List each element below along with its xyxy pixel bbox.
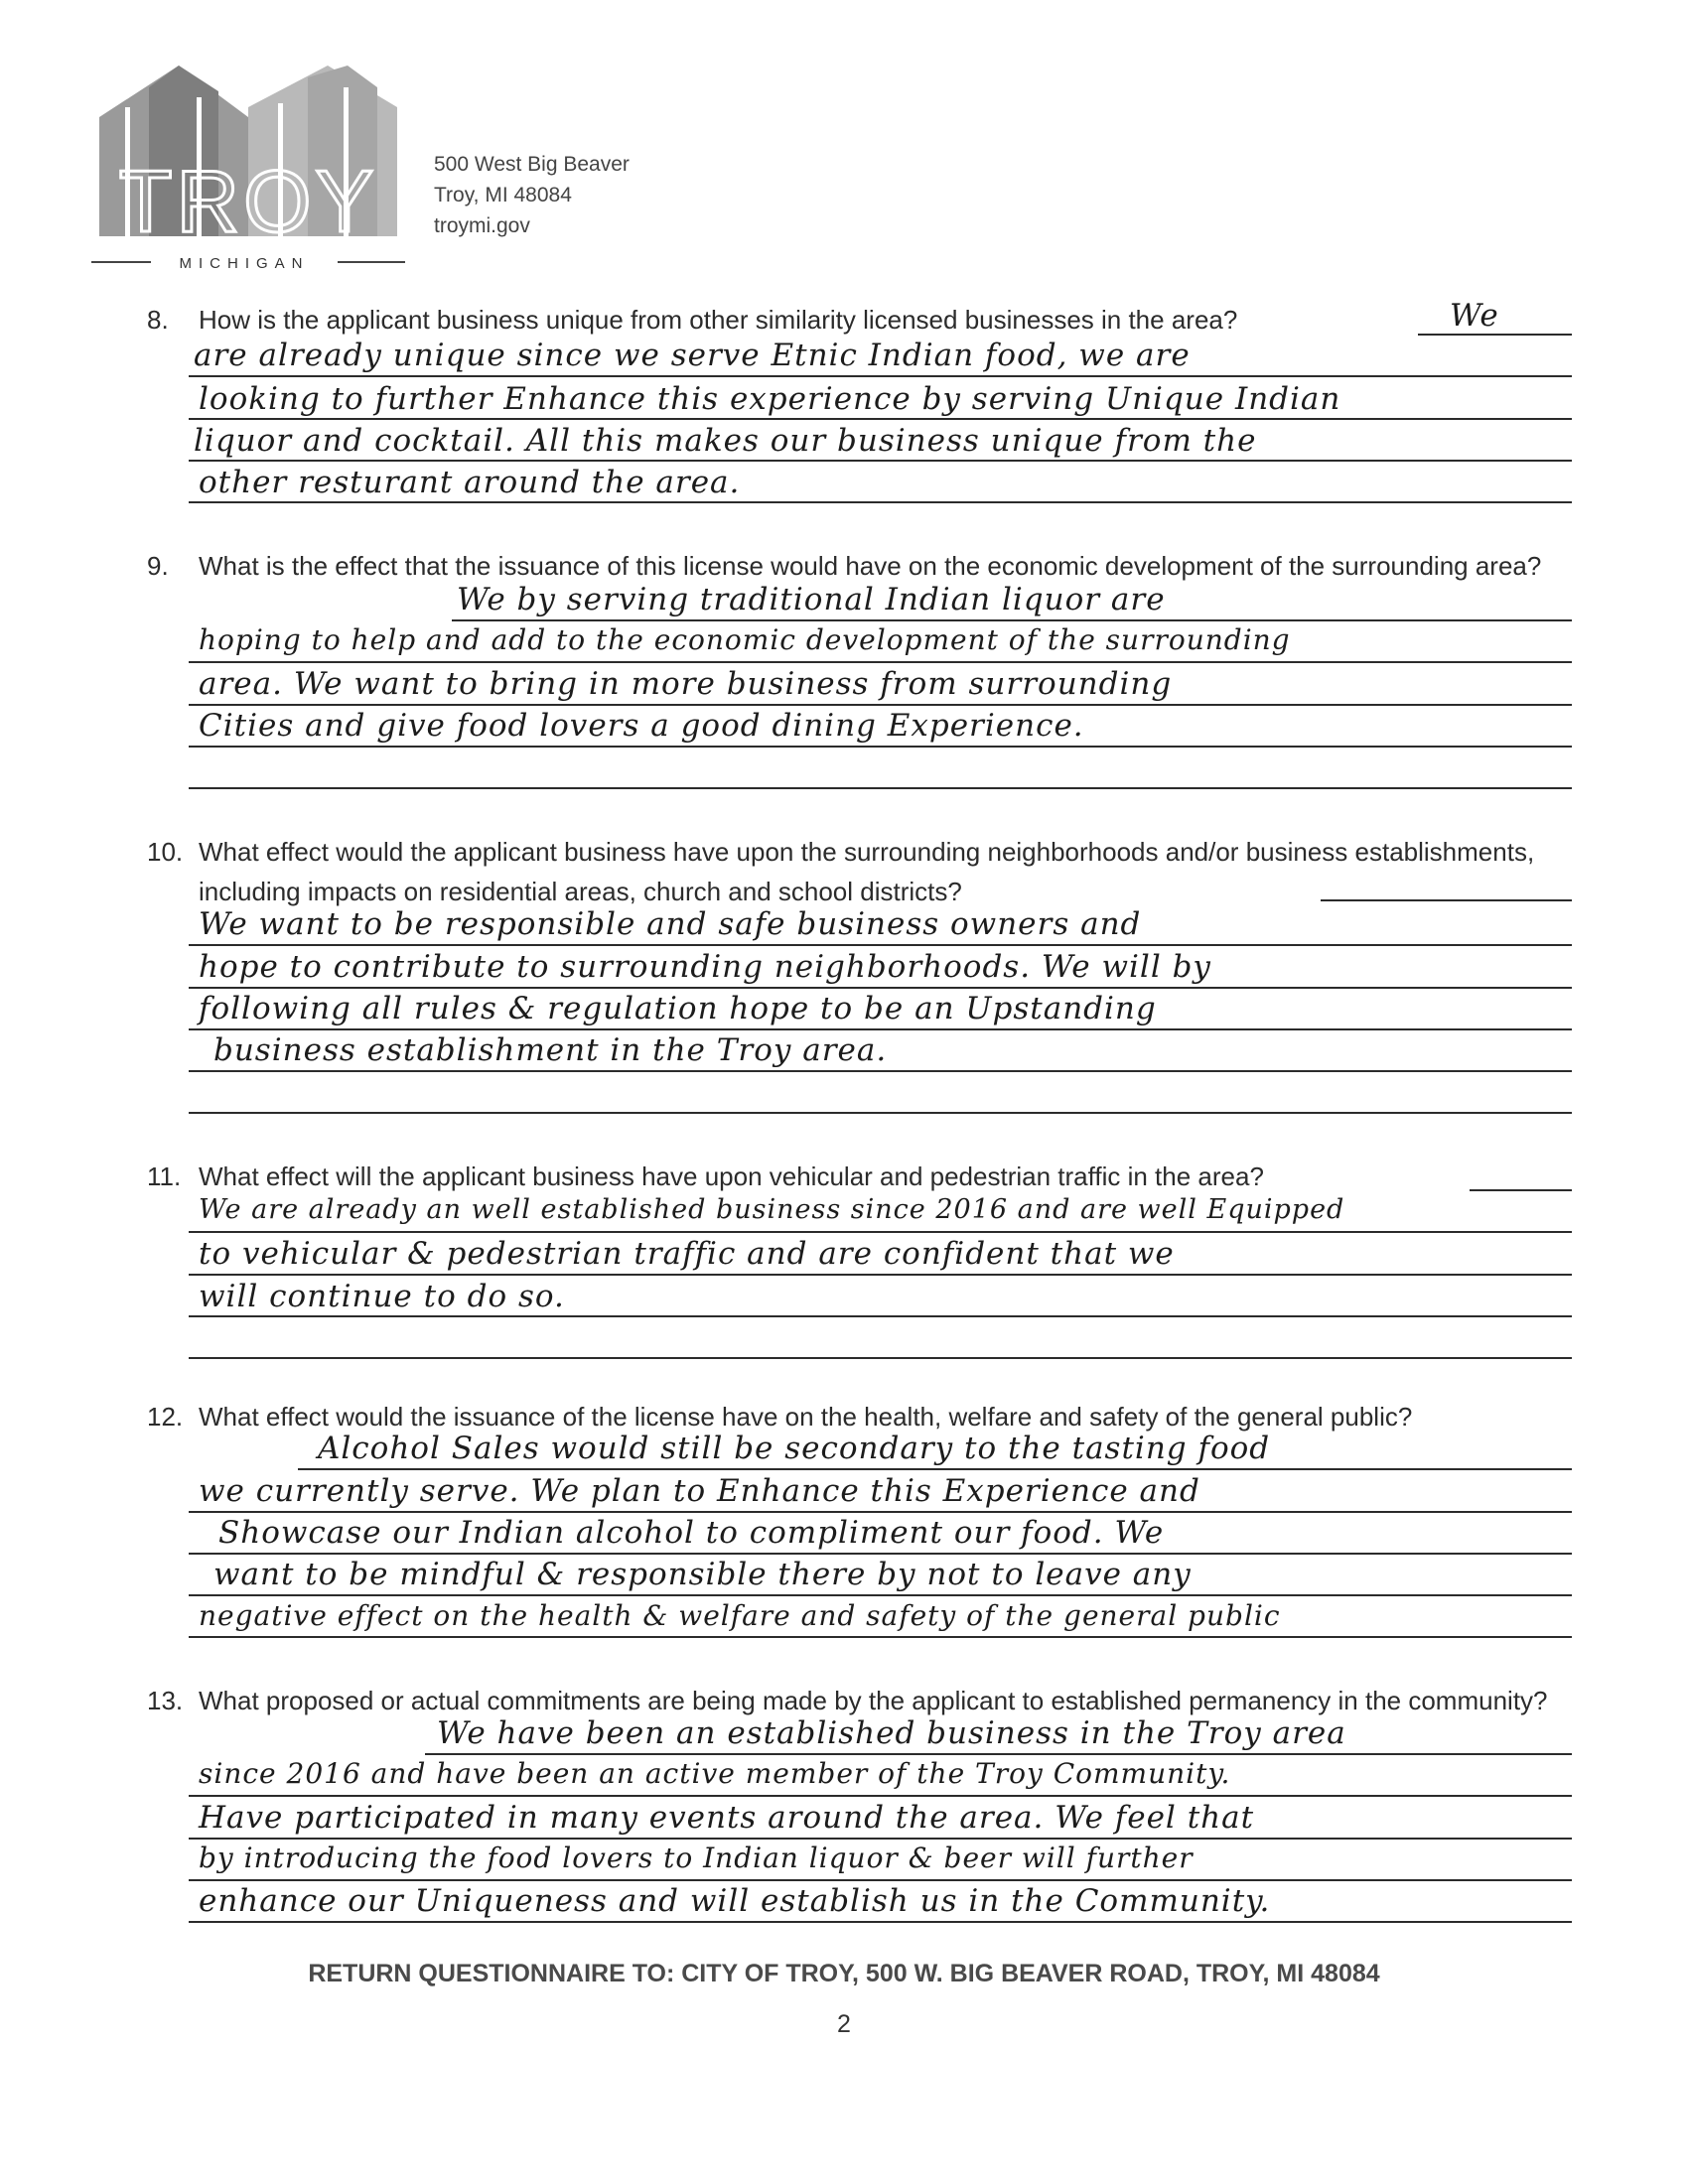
answer-line <box>189 1511 1572 1513</box>
answer-line-text: looking to further Enhance this experience by serving Unique Indian <box>199 381 1341 417</box>
answer-line <box>189 1315 1572 1317</box>
answer-line-text: will continue to do so. <box>199 1279 565 1314</box>
answer-line <box>1321 899 1572 901</box>
answer-line <box>189 418 1572 420</box>
question-number: 9. <box>147 551 169 581</box>
answer-line <box>189 704 1572 706</box>
answer-line <box>189 1112 1572 1114</box>
question-number: 11. <box>147 1161 182 1191</box>
answer-line-text: are already unique since we serve Etnic Indian food, we are <box>194 338 1191 373</box>
answer-line-text: We are already an well established business since 2016 and are well Equipped <box>199 1194 1345 1225</box>
answer-line-text: Have participated in many events around the area. We feel that <box>199 1800 1255 1836</box>
answer-line-text: want to be mindful & responsible there by not to leave any <box>213 1557 1192 1592</box>
website: troymi.gov <box>434 214 530 237</box>
troy-logo <box>89 58 417 276</box>
answer-line <box>189 1921 1572 1923</box>
logo-subtitle: MICHIGAN <box>179 255 310 272</box>
question-8 <box>147 300 1583 340</box>
answer-line-text: other resturant around the area. <box>199 465 741 500</box>
answer-line <box>452 619 1572 621</box>
answer-line <box>189 1636 1572 1638</box>
answer-line-text: following all rules & regulation hope to be an Upstanding <box>199 991 1157 1026</box>
question-text: What proposed or actual commitments are being made by the applicant to established permanency in the community? <box>199 1686 1548 1715</box>
answer-line <box>189 1028 1572 1030</box>
answer-line <box>1418 334 1572 336</box>
answer-line <box>189 1553 1572 1555</box>
question-text: What effect will the applicant business have upon vehicular and pedestrian traffic in the area? <box>199 1161 1264 1191</box>
answer-line <box>189 1231 1572 1233</box>
answer-line <box>189 746 1572 748</box>
answer-line <box>425 1753 1572 1755</box>
answer-line <box>189 1070 1572 1072</box>
answer-line-text: We have been an established business in the Troy area <box>437 1715 1346 1751</box>
answer-line <box>189 375 1572 377</box>
question-13 <box>147 1681 1583 1720</box>
answer-line-text: Alcohol Sales would still be secondary to the tasting food <box>318 1431 1271 1466</box>
question-number: 10. <box>147 837 184 867</box>
answer-line <box>189 1795 1572 1797</box>
answer-line-text: to vehicular & pedestrian traffic and are confident that we <box>199 1236 1175 1272</box>
question-number: 12. <box>147 1402 184 1432</box>
answer-line <box>189 661 1572 663</box>
answer-line-text: We by serving traditional Indian liquor are <box>457 582 1166 617</box>
answer-line <box>189 1879 1572 1881</box>
answer-line <box>189 1594 1572 1596</box>
answer-line-text: hope to contribute to surrounding neighborhoods. We will by <box>199 949 1211 985</box>
answer-line <box>1470 1189 1572 1191</box>
answer-line <box>298 1468 1572 1470</box>
answer-line-text: We want to be responsible and safe business owners and <box>199 906 1142 942</box>
address-line-2: Troy, MI 48084 <box>434 184 572 206</box>
answer-line <box>189 987 1572 989</box>
answer-line <box>189 501 1572 503</box>
answer-line <box>189 944 1572 946</box>
answer-line-text: business establishment in the Troy area. <box>213 1032 888 1068</box>
answer-line-text: we currently serve. We plan to Enhance this Experience and <box>199 1473 1200 1509</box>
answer-line <box>189 460 1572 462</box>
question-number: 8. <box>147 305 169 335</box>
question-9 <box>147 546 1583 586</box>
answer-line <box>189 1838 1572 1840</box>
answer-line <box>189 787 1572 789</box>
page-number: 2 <box>837 2010 851 2038</box>
answer-line-text: by introducing the food lovers to Indian liquor & beer will further <box>199 1842 1194 1874</box>
question-text: What effect would the issuance of the license have on the health, welfare and safety of the general public? <box>199 1402 1413 1432</box>
answer-line-text: negative effect on the health & welfare and safety of the general public <box>199 1599 1281 1632</box>
question-11 <box>147 1157 1583 1196</box>
logo-letters: TROY <box>118 152 378 250</box>
answer-line-text: hoping to help and add to the economic development of the surrounding <box>199 623 1291 656</box>
answer-line-text: We <box>1450 298 1499 334</box>
question-number: 13. <box>147 1686 184 1715</box>
answer-line <box>189 1274 1572 1276</box>
answer-line <box>189 1357 1572 1359</box>
answer-line-text: Cities and give food lovers a good dining Experience. <box>199 708 1084 744</box>
answer-line-text: since 2016 and have been an active member of the Troy Community. <box>199 1757 1231 1790</box>
question-text: What is the effect that the issuance of this license would have on the economic development of the surrounding area? <box>199 551 1542 581</box>
question-text: What effect would the applicant business have upon the surrounding neighborhoods and/or business establishments, including impacts on residential areas, church and school districts? <box>199 837 1535 906</box>
letterhead-address <box>434 149 630 241</box>
return-instructions: RETURN QUESTIONNAIRE TO: CITY OF TROY, 500 W. BIG BEAVER ROAD, TROY, MI 48084 <box>308 1960 1380 1987</box>
answer-line-text: liquor and cocktail. All this makes our business unique from the <box>194 423 1257 459</box>
answer-line-text: area. We want to bring in more business from surrounding <box>199 666 1173 702</box>
answer-line-text: Showcase our Indian alcohol to compliment our food. We <box>218 1515 1165 1551</box>
question-text: How is the applicant business unique from other similarity licensed businesses in the area? <box>199 305 1238 335</box>
address-line-1: 500 West Big Beaver <box>434 153 630 176</box>
answer-line-text: enhance our Uniqueness and will establish us in the Community. <box>199 1883 1271 1919</box>
